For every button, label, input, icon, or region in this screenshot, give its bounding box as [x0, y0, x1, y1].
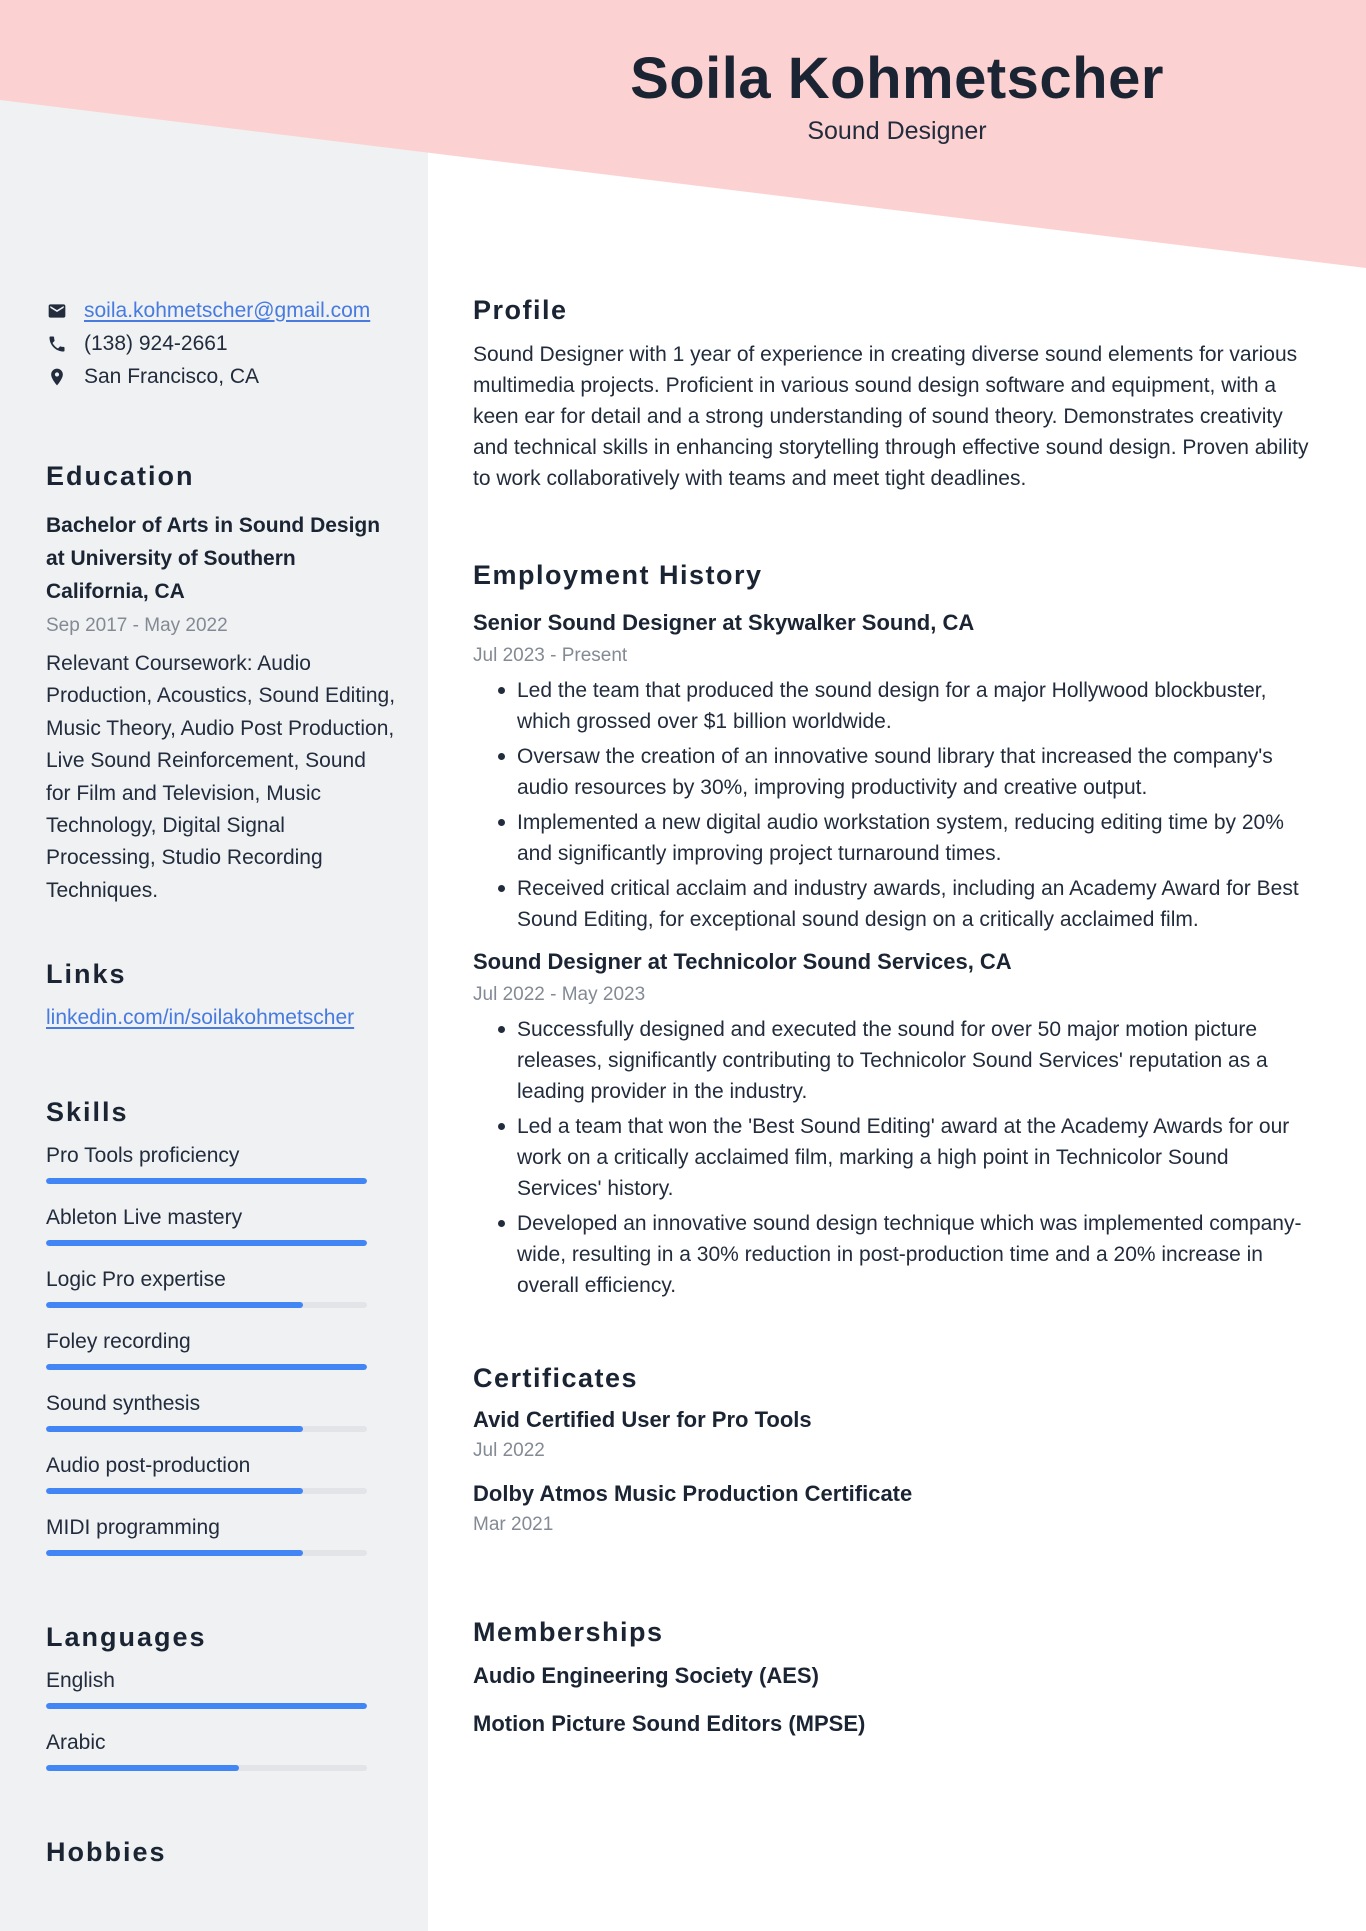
skill-bar-fill [46, 1364, 367, 1370]
linkedin-link[interactable]: linkedin.com/in/soilakohmetscher [46, 1006, 355, 1030]
skill-label: Sound synthesis [46, 1392, 201, 1416]
job-bullet: Implemented a new digital audio workstation system, reducing editing time by 20% and significantly improving project turnaround times. [473, 807, 1318, 869]
skill-label: MIDI programming [46, 1516, 220, 1540]
skill-row [46, 1267, 410, 1308]
skill-bar-fill [46, 1488, 303, 1494]
skill-bar-fill [46, 1550, 303, 1556]
languages-heading: Languages [46, 1622, 207, 1653]
skill-row [46, 1143, 410, 1184]
skill-bar-track [46, 1364, 367, 1370]
language-bar-fill [46, 1703, 367, 1709]
skill-row [46, 1329, 410, 1370]
hobbies-heading: Hobbies [46, 1837, 167, 1868]
skill-label: Pro Tools proficiency [46, 1144, 240, 1168]
certificate-title: Dolby Atmos Music Production Certificate [473, 1481, 913, 1506]
certificate-date: Jul 2022 [473, 1440, 545, 1461]
phone-number: (138) 924-2661 [84, 331, 228, 355]
language-bar-track [46, 1765, 367, 1771]
language-bar-track [46, 1703, 367, 1709]
location-pin-icon [46, 367, 70, 387]
memberships-heading: Memberships [473, 1617, 664, 1647]
membership-item: Motion Picture Sound Editors (MPSE) [473, 1711, 866, 1736]
links-heading: Links [46, 959, 127, 990]
job-dates: Jul 2022 - May 2023 [473, 984, 646, 1005]
job-title: Senior Sound Designer at Skywalker Sound, CA [473, 610, 975, 635]
skill-bar-fill [46, 1426, 303, 1432]
profile-heading: Profile [473, 295, 568, 325]
job-bullet: Led the team that produced the sound design for a major Hollywood blockbuster, which grossed over $1 billion worldwide. [473, 675, 1318, 737]
skill-bar-track [46, 1178, 367, 1184]
location-text: San Francisco, CA [84, 364, 260, 388]
skill-bar-fill [46, 1302, 303, 1308]
job-title: Sound Designer at Technicolor Sound Services, CA [473, 949, 1012, 974]
education-dates: Sep 2017 - May 2022 [46, 615, 228, 636]
certificates-heading: Certificates [473, 1363, 639, 1393]
skill-bar-fill [46, 1240, 367, 1246]
person-name: Soila Kohmetscher [630, 46, 1164, 111]
certificate-date: Mar 2021 [473, 1514, 554, 1535]
education-heading: Education [46, 461, 195, 491]
skill-label: Ableton Live mastery [46, 1206, 243, 1230]
employment-heading: Employment History [473, 560, 763, 590]
email-icon [46, 301, 70, 321]
job-bullet: Led a team that won the 'Best Sound Editing' award at the Academy Awards for our work on a critically acclaimed film, marking a high point in Technicolor Sound Services' history. [473, 1111, 1318, 1204]
skill-bar-track [46, 1426, 367, 1432]
skill-bar-track [46, 1240, 367, 1246]
profile-text: Sound Designer with 1 year of experience in creating diverse sound elements for various multimedia projects. Proficient in various sound design software and equipment, with a keen ear for detail and a strong understanding of sound theory. Demonstrates creativity and technical skills in enhancing storytelling through effective sound design. Proven ability to work collaboratively with teams and meet tight deadlines. [473, 343, 1309, 490]
language-label: Arabic [46, 1731, 106, 1755]
email-link[interactable]: soila.kohmetscher@gmail.com [84, 298, 371, 322]
contact-phone-row [46, 327, 410, 360]
language-label: English [46, 1669, 115, 1693]
language-row [46, 1668, 410, 1709]
language-row [46, 1730, 410, 1771]
job-dates: Jul 2023 - Present [473, 645, 628, 666]
skill-row [46, 1453, 410, 1494]
job-bullet: Successfully designed and executed the sound for over 50 major motion picture releases, significantly contributing to Technicolor Sound Services' reputation as a leading provider in the industry. [473, 1014, 1318, 1107]
skill-row [46, 1515, 410, 1556]
contact-email-row [46, 294, 410, 327]
skills-list [46, 1143, 410, 1556]
job-bullets [473, 675, 1318, 935]
contact-location-row [46, 360, 410, 393]
languages-list [46, 1668, 410, 1771]
job-bullet: Received critical acclaim and industry awards, including an Academy Award for Best Sound Editing, for exceptional sound design on a critically acclaimed film. [473, 873, 1318, 935]
job-bullets [473, 1014, 1318, 1301]
skill-row [46, 1391, 410, 1432]
certificate-title: Avid Certified User for Pro Tools [473, 1407, 812, 1432]
skill-label: Audio post-production [46, 1454, 251, 1478]
membership-item: Audio Engineering Society (AES) [473, 1663, 819, 1688]
contact-block [46, 294, 410, 393]
skills-heading: Skills [46, 1097, 129, 1128]
skill-bar-track [46, 1302, 367, 1308]
main-column [473, 0, 1318, 1739]
job-bullet: Oversaw the creation of an innovative sound library that increased the company's audio resources by 30%, improving productivity and creative output. [473, 741, 1318, 803]
language-bar-fill [46, 1765, 239, 1771]
job-bullet: Developed an innovative sound design technique which was implemented company-wide, resulting in a 30% reduction in post-production time and a 20% increase in overall efficiency. [473, 1208, 1318, 1301]
skill-label: Foley recording [46, 1330, 191, 1354]
education-coursework: Relevant Coursework: Audio Production, Acoustics, Sound Editing, Music Theory, Audio Post Production, Live Sound Reinforcement, Sound for Film and Television, Music Technology, Digital Signal Processing, Studio Recording Techniques. [46, 652, 396, 902]
phone-icon [46, 334, 70, 354]
education-degree: Bachelor of Arts in Sound Design at University of Southern California, CA [46, 514, 381, 603]
sidebar [46, 0, 410, 1869]
skill-label: Logic Pro expertise [46, 1268, 226, 1292]
skill-row [46, 1205, 410, 1246]
person-job-title: Sound Designer [807, 117, 987, 145]
skill-bar-track [46, 1488, 367, 1494]
skill-bar-fill [46, 1178, 367, 1184]
skill-bar-track [46, 1550, 367, 1556]
